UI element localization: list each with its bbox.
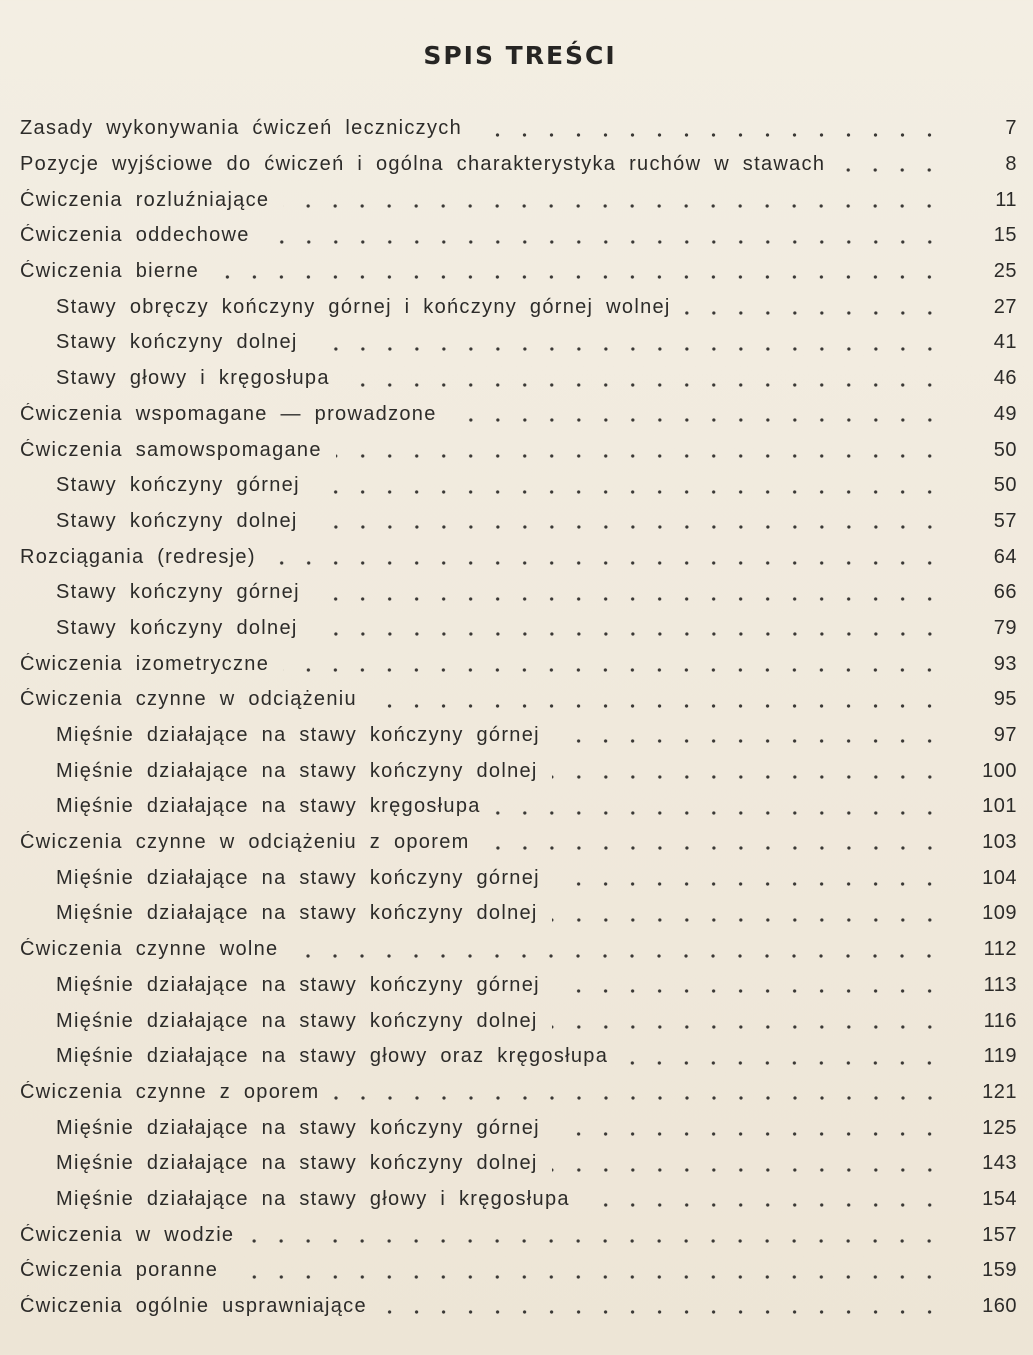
toc-page-number: 27 xyxy=(993,295,1017,318)
toc-dot-leader xyxy=(484,846,943,850)
toc-dot-leader xyxy=(314,597,943,601)
toc-page-number: 157 xyxy=(982,1223,1017,1246)
toc-entry xyxy=(0,646,1033,682)
toc-entry xyxy=(0,147,1033,183)
toc-entry xyxy=(0,539,1033,575)
toc-subentry xyxy=(0,611,1033,647)
page-title: SPIS TREŚCI xyxy=(423,40,617,70)
toc-entry-title: Ćwiczenia czynne wolne xyxy=(20,938,279,961)
toc-subentry xyxy=(0,968,1033,1004)
toc-page-number: 159 xyxy=(982,1259,1017,1282)
toc-dot-leader xyxy=(283,668,943,672)
toc-dot-leader xyxy=(292,954,943,958)
toc-dot-leader xyxy=(476,133,943,137)
toc-entry-title: Zasady wykonywania ćwiczeń leczniczych xyxy=(20,117,462,140)
table-of-contents xyxy=(0,111,1033,1324)
toc-entry-title: Rozciągania (redresje) xyxy=(20,545,256,568)
toc-subentry xyxy=(0,504,1033,540)
toc-entry-title: Stawy kończyny dolnej xyxy=(56,331,298,354)
toc-page-number: 66 xyxy=(993,581,1017,604)
toc-entry-title: Ćwiczenia izometryczne xyxy=(20,652,270,675)
toc-dot-leader xyxy=(312,632,943,636)
toc-dot-leader xyxy=(839,168,943,172)
toc-page-number: 154 xyxy=(982,1187,1017,1210)
toc-dot-leader xyxy=(213,275,943,279)
toc-page-number: 112 xyxy=(983,938,1017,961)
toc-entry-title: Ćwiczenia oddechowe xyxy=(20,224,250,247)
toc-entry-title: Stawy głowy i kręgosłupa xyxy=(56,367,330,390)
toc-entry-title: Ćwiczenia poranne xyxy=(20,1259,219,1282)
toc-entry xyxy=(0,1289,1033,1325)
toc-subentry xyxy=(0,325,1033,361)
toc-entry xyxy=(0,1075,1033,1111)
toc-page-number: 116 xyxy=(983,1009,1017,1032)
toc-entry-title: Mięśnie działające na stawy kończyny dolnej xyxy=(56,759,538,782)
toc-entry-title: Mięśnie działające na stawy kręgosłupa xyxy=(56,795,481,818)
toc-page-number: 7 xyxy=(1005,117,1017,140)
toc-subentry xyxy=(0,1039,1033,1075)
toc-entry-title: Mięśnie działające na stawy kończyny górnej xyxy=(56,724,540,747)
toc-entry xyxy=(0,682,1033,718)
toc-subentry xyxy=(0,1182,1033,1218)
toc-entry-title: Ćwiczenia rozluźniające xyxy=(20,188,270,211)
toc-entry-title: Mięśnie działające na stawy kończyny dolnej xyxy=(56,1009,538,1032)
toc-dot-leader xyxy=(381,1310,943,1314)
toc-subentry xyxy=(0,468,1033,504)
toc-entry-title: Ćwiczenia w wodzie xyxy=(20,1223,235,1246)
toc-entry-title: Mięśnie działające na stawy głowy i kręgosłupa xyxy=(56,1187,570,1210)
toc-dot-leader xyxy=(334,1096,944,1100)
toc-entry-title: Ćwiczenia wspomagane — prowadzone xyxy=(20,402,437,425)
toc-subentry xyxy=(0,289,1033,325)
toc-dot-leader xyxy=(312,525,943,529)
toc-page-number: 46 xyxy=(993,367,1017,390)
toc-entry-title: Ćwiczenia ogólnie usprawniające xyxy=(20,1295,367,1318)
toc-dot-leader xyxy=(552,918,943,922)
toc-dot-leader xyxy=(264,240,943,244)
toc-entry-title: Stawy kończyny górnej xyxy=(56,581,300,604)
toc-dot-leader xyxy=(552,775,943,779)
toc-entry-title: Mięśnie działające na stawy kończyny górnej xyxy=(56,973,540,996)
toc-page-number: 15 xyxy=(993,224,1017,247)
toc-page-number: 109 xyxy=(982,902,1017,925)
toc-page-number: 121 xyxy=(982,1080,1017,1103)
toc-dot-leader xyxy=(283,204,943,208)
toc-entry-title: Mięśnie działające na stawy kończyny górnej xyxy=(56,866,540,889)
toc-page-number: 160 xyxy=(982,1295,1017,1318)
toc-page-number: 103 xyxy=(982,831,1017,854)
toc-entry-title: Mięśnie działające na stawy kończyny dolnej xyxy=(56,902,538,925)
toc-entry xyxy=(0,182,1033,218)
toc-entry-title: Ćwiczenia czynne w odciążeniu z oporem xyxy=(20,831,470,854)
toc-subentry xyxy=(0,1110,1033,1146)
toc-subentry xyxy=(0,718,1033,754)
toc-page-number: 79 xyxy=(993,616,1017,639)
toc-dot-leader xyxy=(554,1132,943,1136)
toc-page-number: 49 xyxy=(993,402,1017,425)
toc-entry xyxy=(0,1217,1033,1253)
toc-entry-title: Stawy kończyny dolnej xyxy=(56,509,298,532)
toc-entry xyxy=(0,432,1033,468)
toc-dot-leader xyxy=(622,1061,943,1065)
toc-dot-leader xyxy=(314,490,943,494)
toc-dot-leader xyxy=(552,1168,943,1172)
toc-entry-title: Mięśnie działające na stawy kończyny dolnej xyxy=(56,1152,538,1175)
toc-entry xyxy=(0,111,1033,147)
toc-dot-leader xyxy=(552,1025,943,1029)
toc-page-number: 113 xyxy=(983,973,1017,996)
toc-subentry xyxy=(0,860,1033,896)
toc-dot-leader xyxy=(554,739,943,743)
toc-dot-leader xyxy=(270,561,943,565)
toc-entry-title: Ćwiczenia samowspomagane xyxy=(20,438,322,461)
toc-subentry xyxy=(0,753,1033,789)
toc-page-number: 143 xyxy=(982,1152,1017,1175)
toc-entry xyxy=(0,825,1033,861)
toc-page-number: 119 xyxy=(983,1045,1017,1068)
toc-page-number: 100 xyxy=(982,759,1017,782)
toc-entry-title: Mięśnie działające na stawy kończyny górnej xyxy=(56,1116,540,1139)
toc-page-number: 11 xyxy=(995,188,1017,211)
toc-entry-title: Ćwiczenia bierne xyxy=(20,260,200,283)
toc-entry xyxy=(0,397,1033,433)
toc-entry xyxy=(0,1253,1033,1289)
toc-entry-title: Stawy kończyny dolnej xyxy=(56,616,298,639)
toc-page-number: 25 xyxy=(993,260,1017,283)
toc-subentry xyxy=(0,361,1033,397)
toc-entry-title: Stawy obręczy kończyny górnej i kończyny górnej wolnej xyxy=(56,295,671,318)
toc-subentry xyxy=(0,896,1033,932)
toc-subentry xyxy=(0,1146,1033,1182)
toc-entry-title: Ćwiczenia czynne w odciążeniu xyxy=(20,688,357,711)
toc-page-number: 64 xyxy=(993,545,1017,568)
toc-page-number: 104 xyxy=(982,866,1017,889)
toc-page-number: 8 xyxy=(1005,153,1017,176)
toc-dot-leader xyxy=(344,383,943,387)
toc-dot-leader xyxy=(336,454,943,458)
toc-dot-leader xyxy=(371,704,943,708)
toc-page-number: 50 xyxy=(993,438,1017,461)
toc-dot-leader xyxy=(248,1239,943,1243)
toc-dot-leader xyxy=(554,989,943,993)
toc-dot-leader xyxy=(554,882,943,886)
toc-entry-title: Pozycje wyjściowe do ćwiczeń i ogólna charakterystyka ruchów w stawach xyxy=(20,153,826,176)
toc-entry xyxy=(0,254,1033,290)
toc-entry-title: Stawy kończyny górnej xyxy=(56,474,300,497)
toc-subentry xyxy=(0,1003,1033,1039)
toc-subentry xyxy=(0,575,1033,611)
toc-dot-leader xyxy=(232,1275,943,1279)
toc-dot-leader xyxy=(495,811,943,815)
toc-entry xyxy=(0,218,1033,254)
toc-dot-leader xyxy=(451,418,943,422)
toc-dot-leader xyxy=(584,1203,943,1207)
toc-entry-title: Mięśnie działające na stawy głowy oraz kręgosłupa xyxy=(56,1045,609,1068)
toc-page-number: 95 xyxy=(993,688,1017,711)
toc-subentry xyxy=(0,789,1033,825)
toc-dot-leader xyxy=(685,311,943,315)
toc-page-number: 93 xyxy=(993,652,1017,675)
toc-entry-title: Ćwiczenia czynne z oporem xyxy=(20,1080,320,1103)
toc-page-number: 101 xyxy=(982,795,1017,818)
toc-page-number: 50 xyxy=(993,474,1017,497)
toc-dot-leader xyxy=(312,347,943,351)
toc-page-number: 57 xyxy=(993,509,1017,532)
toc-entry xyxy=(0,932,1033,968)
toc-page-number: 97 xyxy=(993,724,1017,747)
toc-page-number: 41 xyxy=(993,331,1017,354)
toc-page-number: 125 xyxy=(982,1116,1017,1139)
